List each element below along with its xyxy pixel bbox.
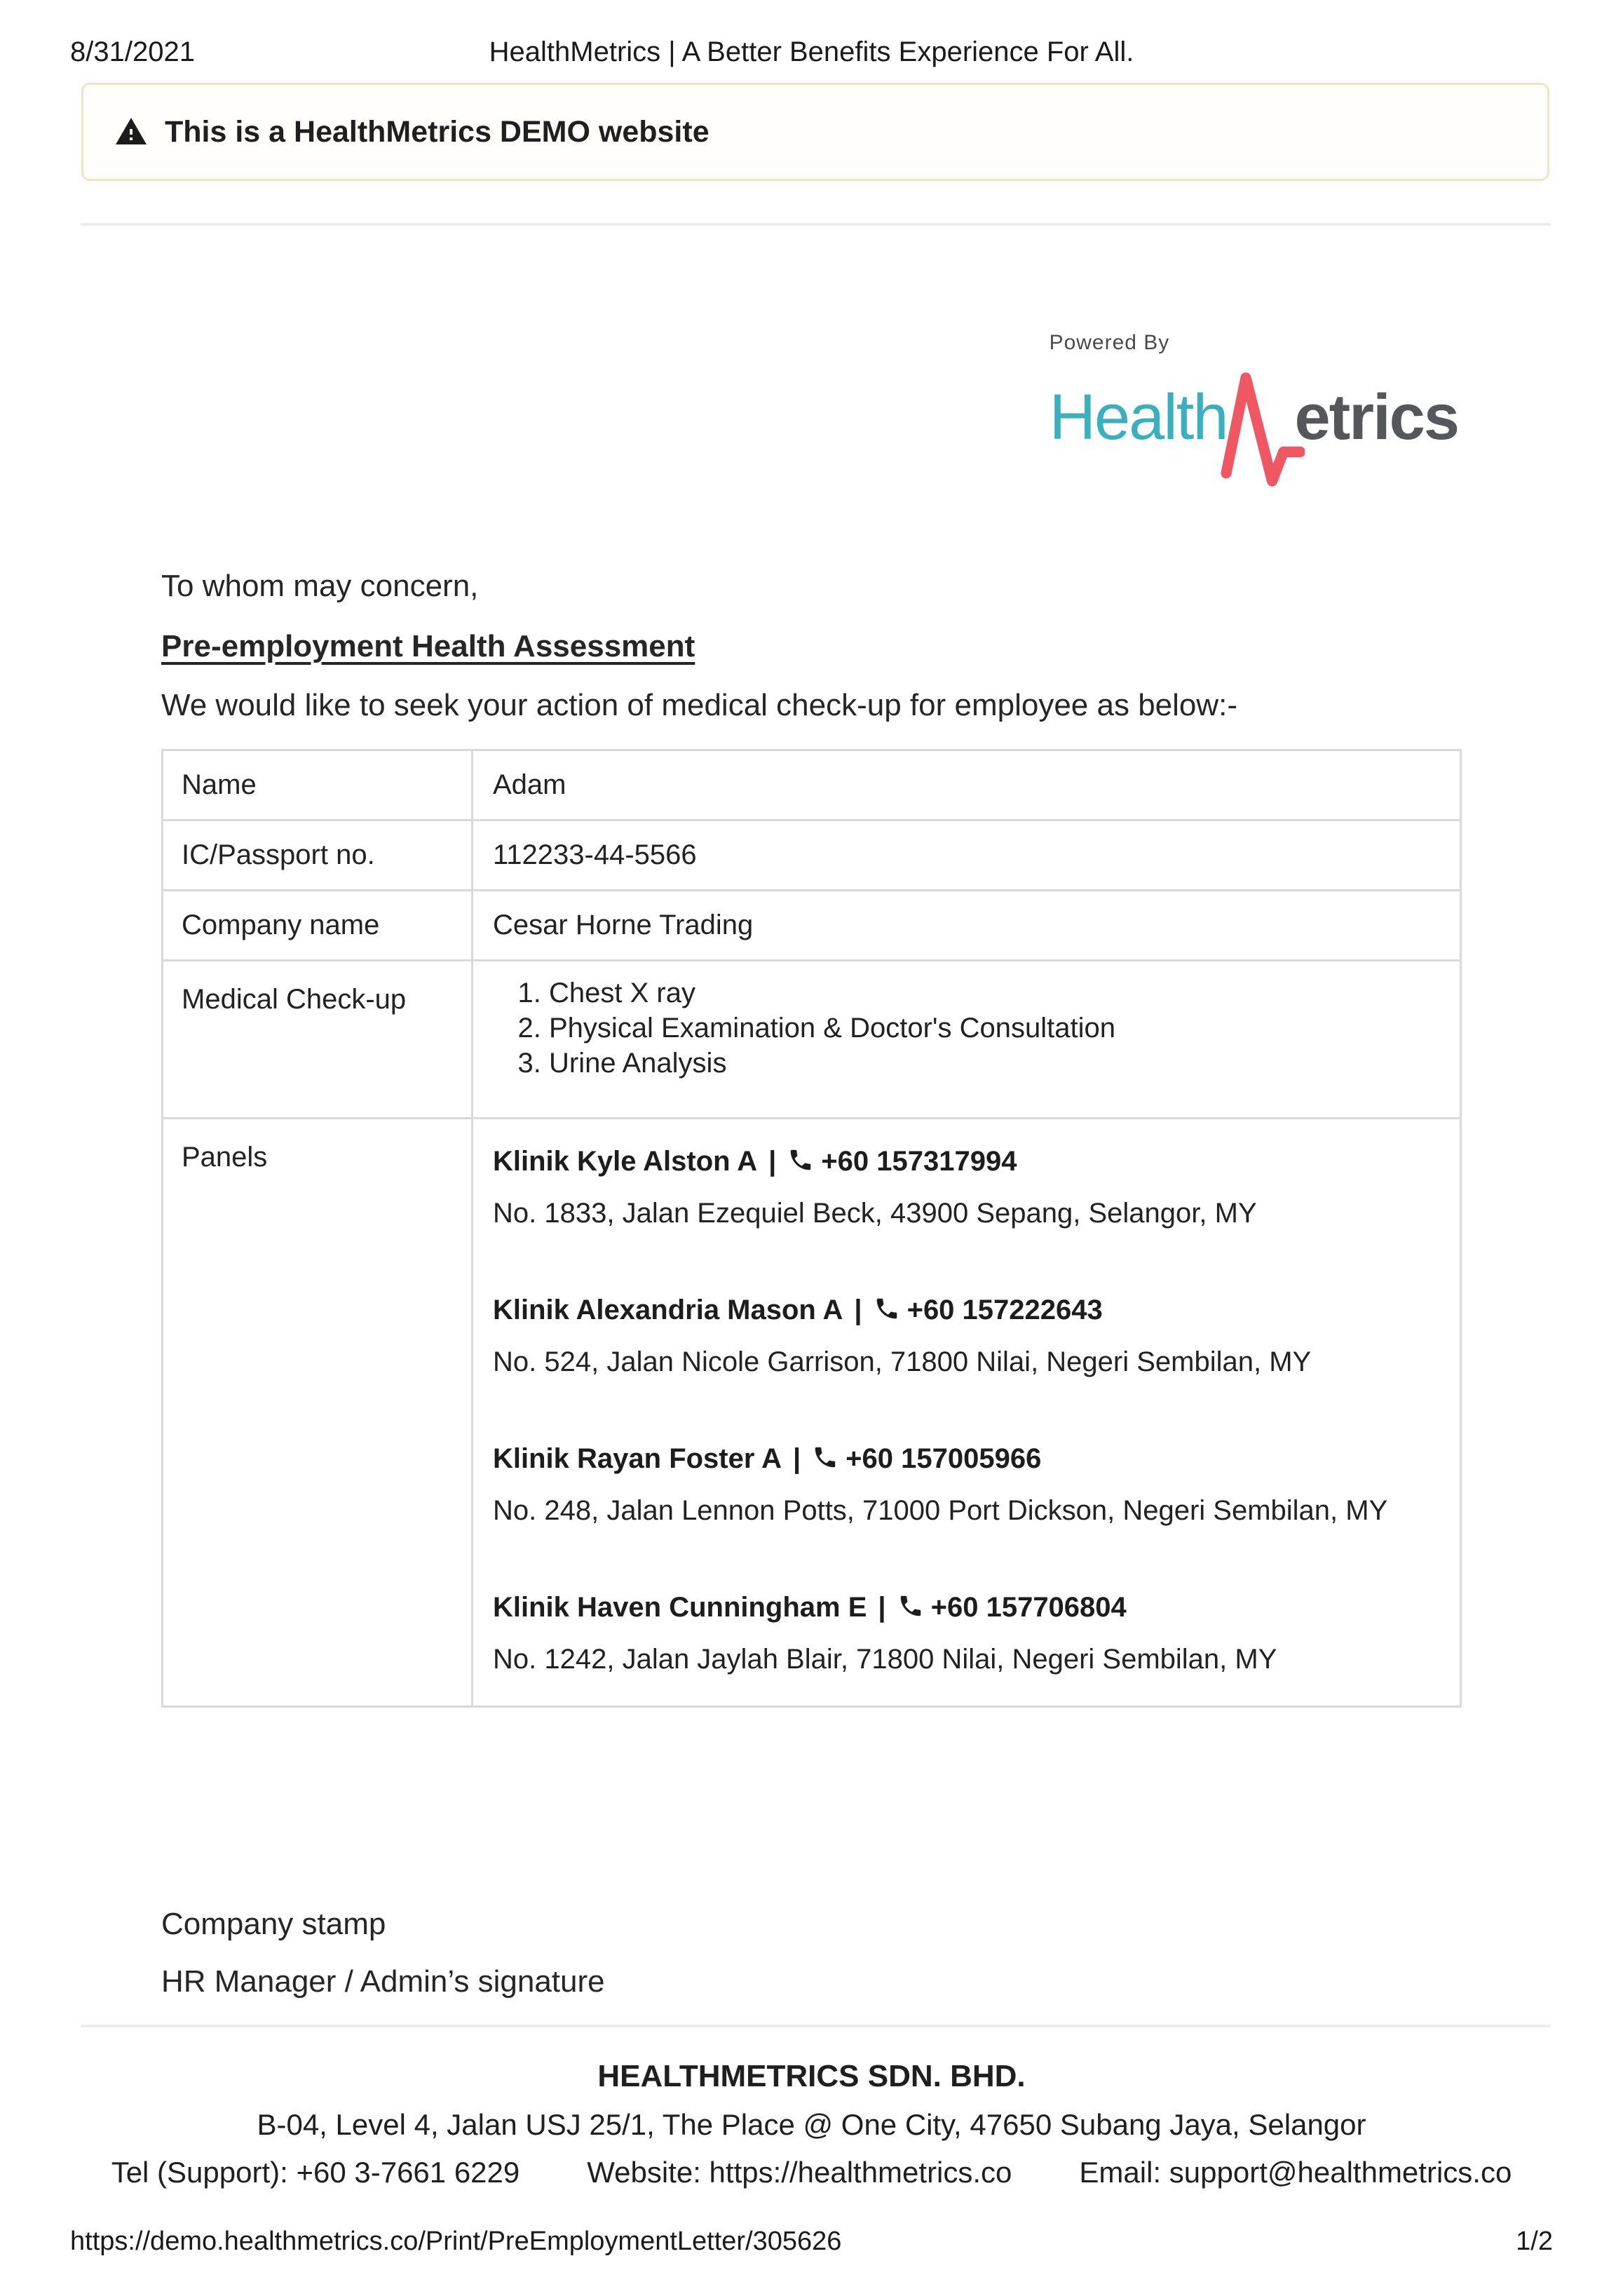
demo-banner [81, 83, 1549, 181]
logo-wordmark [1050, 358, 1458, 498]
intro-text: We would like to seek your action of medical check-up for employee as below:- [161, 688, 1238, 722]
panel-phone: +60 157005966 [846, 1443, 1042, 1474]
panel-clinic-name: Klinik Rayan Foster A [493, 1443, 782, 1474]
heartbeat-m-icon [1221, 358, 1305, 498]
row-label: IC/Passport no. [163, 821, 473, 891]
separator: | [878, 1592, 886, 1623]
subject-heading: Pre-employment Health Assessment [161, 629, 695, 663]
document-title: HealthMetrics | A Better Benefits Experience For All. [489, 36, 1134, 67]
panel-clinic-name: Klinik Kyle Alston A [493, 1146, 758, 1177]
panel-address: No. 524, Jalan Nicole Garrison, 71800 Nilai, Negeri Sembilan, MY [493, 1346, 1312, 1377]
table-row-name [163, 750, 1461, 821]
footer-tel: Tel (Support): +60 3-7661 6229 [111, 2156, 520, 2189]
footer-address: B-04, Level 4, Jalan USJ 25/1, The Place @ One City, 47650 Subang Jaya, Selangor [257, 2108, 1366, 2141]
print-url: https://demo.healthmetrics.co/Print/PreEmploymentLetter/305626 [70, 2227, 842, 2256]
table-row-ic [163, 821, 1461, 891]
row-value: Adam [473, 750, 1461, 821]
print-header [0, 0, 1623, 69]
panel-phone: +60 157222643 [906, 1295, 1103, 1325]
panel-item [493, 1440, 1459, 1529]
checkup-item: 1. Chest X ray [549, 975, 1459, 1011]
table-row-checkup [163, 961, 1461, 1119]
panel-name-line [493, 1589, 1459, 1626]
footer-website: Website: https://healthmetrics.co [587, 2156, 1012, 2189]
table-row-panels [163, 1119, 1461, 1707]
footer-divider [81, 2025, 1551, 2027]
panel-phone: +60 157317994 [821, 1146, 1017, 1177]
logo-health-text: Health [1049, 381, 1228, 453]
panel-address: No. 1833, Jalan Ezequiel Beck, 43900 Sepang, Selangor, MY [493, 1198, 1257, 1229]
employee-table [161, 749, 1462, 1708]
panel-item [493, 1292, 1459, 1380]
footer-contact-row [0, 2154, 1623, 2192]
footer-company-name: HEALTHMETRICS SDN. BHD. [597, 2059, 1026, 2093]
salutation: To whom may concern, [161, 569, 479, 603]
row-value: 112233-44-5566 [473, 821, 1461, 891]
row-value: Cesar Horne Trading [473, 891, 1461, 961]
table-row-company [163, 891, 1461, 961]
footer-email: Email: support@healthmetrics.co [1079, 2156, 1512, 2189]
letter-body [161, 565, 1462, 2004]
panel-clinic-name: Klinik Haven Cunningham E [493, 1592, 867, 1623]
panel-name-line [493, 1292, 1459, 1328]
phone-icon [812, 1444, 838, 1471]
checkup-list [493, 975, 1459, 1081]
demo-banner-text: This is a HealthMetrics DEMO website [165, 114, 709, 149]
checkup-item: 3. Urine Analysis [549, 1046, 1459, 1081]
row-label: Company name [163, 891, 473, 961]
phone-icon [874, 1295, 900, 1322]
row-label: Name [163, 750, 473, 821]
panel-address: No. 248, Jalan Lennon Potts, 71000 Port Dickson, Negeri Sembilan, MY [493, 1495, 1388, 1526]
row-label: Panels [163, 1119, 473, 1707]
panel-name-line [493, 1440, 1459, 1477]
separator: | [768, 1146, 777, 1177]
panel-item [493, 1589, 1459, 1677]
checkup-cell [473, 961, 1461, 1119]
powered-by-label: Powered By [1049, 331, 1170, 354]
panels-cell [473, 1119, 1461, 1707]
company-stamp-label: Company stamp [161, 1907, 386, 1941]
header-divider [81, 223, 1551, 226]
print-footer [70, 2227, 1553, 2257]
company-footer [0, 2057, 1623, 2192]
logo-block [0, 331, 1458, 498]
logo-metrics-text: etrics [1294, 381, 1458, 453]
panel-address: No. 1242, Jalan Jaylah Blair, 71800 Nilai, Negeri Sembilan, MY [493, 1644, 1277, 1675]
row-label: Medical Check-up [163, 961, 473, 1119]
panel-name-line [493, 1143, 1459, 1180]
phone-icon [897, 1593, 924, 1619]
print-date: 8/31/2021 [70, 36, 195, 67]
page-number: 1/2 [1516, 2227, 1553, 2256]
panel-item [493, 1143, 1459, 1231]
separator: | [854, 1295, 862, 1325]
panel-clinic-name: Klinik Alexandria Mason A [493, 1295, 843, 1325]
phone-icon [787, 1147, 814, 1173]
healthmetrics-logo [1050, 331, 1458, 498]
checkup-item: 2. Physical Examination & Doctor's Consultation [549, 1011, 1459, 1046]
separator: | [792, 1443, 801, 1474]
panel-phone: +60 157706804 [930, 1592, 1127, 1623]
warning-triangle-icon [114, 115, 148, 149]
signature-label: HR Manager / Admin’s signature [161, 1964, 605, 1999]
